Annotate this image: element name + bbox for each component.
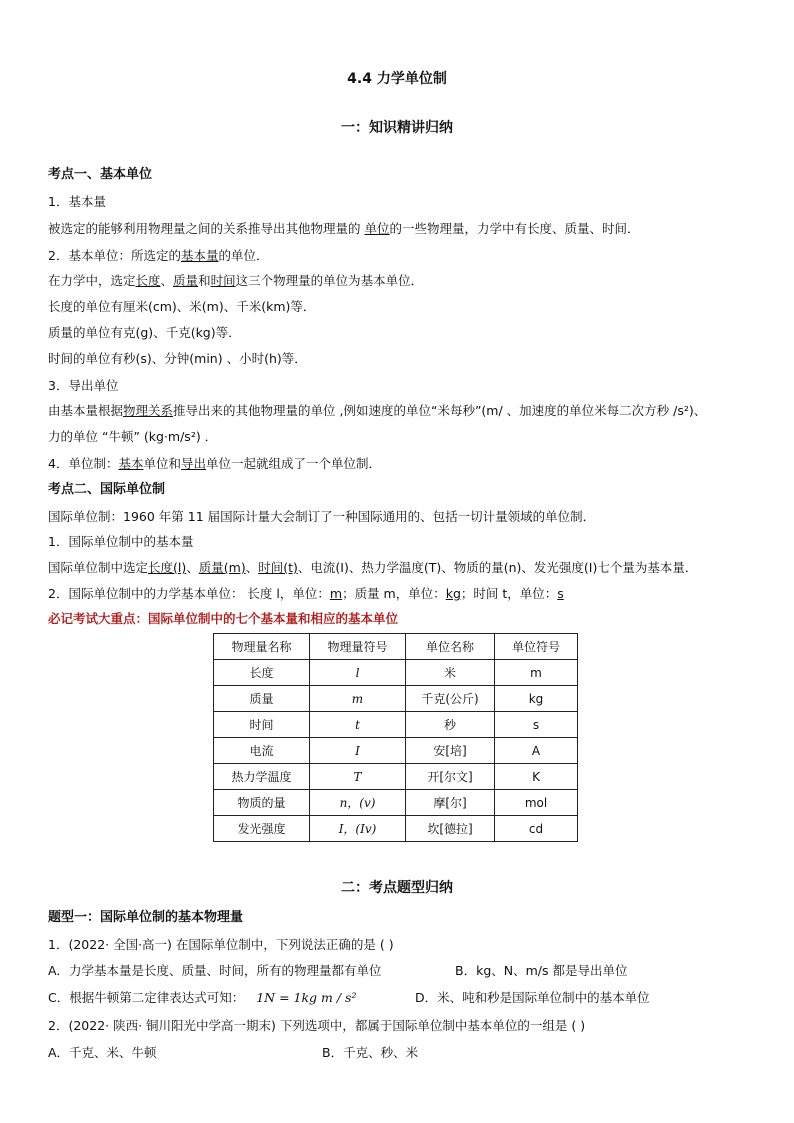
table-row: [214, 660, 578, 686]
text: 2．基本单位：所选定的: [48, 248, 181, 263]
underlined-term: 时间: [210, 273, 236, 288]
underlined-term: 长度(l): [148, 560, 187, 575]
kp1-item3-text: [48, 401, 706, 419]
underlined-term: 物理关系: [123, 403, 174, 418]
text: 这三个物理量的单位为基本单位．: [235, 273, 424, 288]
quantity-name: 热力学温度: [214, 764, 310, 790]
table-row: [214, 790, 578, 816]
unit-name: 秒: [406, 712, 495, 738]
text: 国际单位制中选定: [48, 560, 149, 575]
text: 在力学中，选定: [48, 273, 136, 288]
quantity-name: 发光强度: [214, 816, 310, 842]
quantity-name: 电流: [214, 738, 310, 764]
question-2-option-b: B．千克、秒、米: [322, 1045, 419, 1060]
underlined-term: 基本量: [180, 248, 219, 263]
underlined-term: m: [329, 586, 343, 601]
quantity-symbol: I: [310, 738, 406, 764]
table-row: [214, 738, 578, 764]
kp2-heading: 考点二、国际单位制: [48, 482, 166, 497]
section-heading-question-types: 二：考点题型归纳: [341, 880, 453, 896]
quantity-symbol: n，(v): [310, 790, 406, 816]
underlined-term: 时间(t): [258, 560, 298, 575]
table-header: 单位名称: [406, 634, 495, 660]
table-row: [214, 712, 578, 738]
unit-name: 开[尔文]: [406, 764, 495, 790]
kp2-item1-title: 1．国际单位制中的基本量: [48, 534, 194, 549]
kp1-item4: [48, 454, 381, 472]
text: 的一些物理量，力学中有长度、质量、时间．: [389, 221, 640, 236]
underlined-term: 导出: [180, 456, 206, 471]
kp1-line3: [48, 271, 423, 289]
unit-name: 坎[德拉]: [406, 816, 495, 842]
underlined-term: 单位: [364, 221, 390, 236]
text: 、: [160, 273, 174, 288]
question-1-option-b: B．kg、N、m/s 都是导出单位: [455, 963, 628, 978]
text: 单位和: [143, 456, 181, 471]
table-row: [214, 764, 578, 790]
unit-symbol: m: [495, 660, 578, 686]
question-type-heading: 题型一：国际单位制的基本物理量: [48, 910, 244, 925]
unit-name: 安[培]: [406, 738, 495, 764]
unit-symbol: s: [495, 712, 578, 738]
unit-symbol: K: [495, 764, 578, 790]
table-header: 物理量名称: [214, 634, 310, 660]
kp1-item1-text: [48, 219, 640, 237]
question-2-option-a: A．千克、米、牛顿: [48, 1045, 157, 1060]
kp2-intro: 国际单位制：1960 年第 11 届国际计量大会制订了一种国际通用的、包括一切计量领域的单位制．: [48, 509, 596, 524]
text: ；质量 m，单位：: [342, 586, 446, 601]
text: 2．国际单位制中的力学基本单位： 长度 l，单位：: [48, 586, 330, 601]
si-units-table: [213, 633, 578, 842]
quantity-name: 物质的量: [214, 790, 310, 816]
section-heading-knowledge: 一：知识精讲归纳: [341, 120, 453, 136]
kp1-heading: 考点一、基本单位: [48, 167, 153, 182]
question-1-option-c: [48, 988, 356, 1006]
kp1-item2: [48, 246, 269, 264]
quantity-name: 时间: [214, 712, 310, 738]
kp1-line5: 质量的单位有克(g)、千克(kg)等．: [48, 325, 241, 340]
unit-name: 千克(公斤): [406, 686, 495, 712]
question-2-stem: 2．(2022· 陕西· 铜川阳光中学高一期末) 下列选项中，都属于国际单位制中基本单位的一组是 ( ): [48, 1018, 586, 1033]
quantity-symbol: t: [310, 712, 406, 738]
quantity-symbol: m: [310, 686, 406, 712]
text: 的单位．: [218, 248, 269, 263]
quantity-name: 质量: [214, 686, 310, 712]
underlined-term: s: [557, 586, 564, 601]
text: 被选定的能够利用物理量之间的关系推导出其他物理量的: [48, 221, 361, 236]
text: 、电流(I)、热力学温度(T)、物质的量(n)、发光强度(I)七个量为基本量．: [297, 560, 698, 575]
unit-name: 米: [406, 660, 495, 686]
quantity-name: 长度: [214, 660, 310, 686]
emphasis-note: 必记考试大重点：国际单位制中的七个基本量和相应的基本单位: [48, 611, 399, 626]
table-row: [214, 816, 578, 842]
kp1-line6: 时间的单位有秒(s)、分钟(min) 、小时(h)等．: [48, 351, 307, 366]
kp1-item1-title: 1．基本量: [48, 194, 106, 209]
table-header: 物理量符号: [310, 634, 406, 660]
text: 单位一起就组成了一个单位制．: [206, 456, 382, 471]
unit-symbol: mol: [495, 790, 578, 816]
kp2-item1-text: 国际单位制中选定长度(l)、质量(m)、时间(t)、电流(I)、热力学温度(T)、物质的量(n)、发光强度(I)七个量为基本量．: [48, 560, 698, 575]
text: 和: [198, 273, 211, 288]
kp1-item3-title: 3．导出单位: [48, 378, 119, 393]
question-1-option-a: A．力学基本量是长度、质量、时间，所有的物理量都有单位: [48, 963, 382, 978]
underlined-term: 质量: [173, 273, 199, 288]
underlined-term: 长度: [135, 273, 161, 288]
text: C．根据牛顿第二定律表达式可知：: [48, 990, 245, 1005]
quantity-symbol: T: [310, 764, 406, 790]
quantity-symbol: l: [310, 660, 406, 686]
unit-name: 摩[尔]: [406, 790, 495, 816]
text: 推导出来的其他物理量的单位 ,例如速度的单位“米每秒”(m/ 、加速度的单位米每二次方秒 /s²)、: [173, 403, 707, 418]
unit-symbol: kg: [495, 686, 578, 712]
quantity-symbol: I，(Iv): [310, 816, 406, 842]
table-row: [214, 686, 578, 712]
unit-symbol: cd: [495, 816, 578, 842]
document-title: 4.4 力学单位制: [347, 71, 447, 87]
question-1-stem: 1．(2022· 全国·高一) 在国际单位制中，下列说法正确的是 ( ): [48, 937, 394, 952]
underlined-term: kg: [445, 586, 461, 601]
formula: 1N = 1kg m / s²: [256, 990, 357, 1005]
question-1-option-d: D．米、吨和秒是国际单位制中的基本单位: [415, 990, 650, 1005]
underlined-term: 基本: [118, 456, 144, 471]
table-header-row: [214, 634, 578, 660]
unit-symbol: A: [495, 738, 578, 764]
text: 由基本量根据: [48, 403, 124, 418]
text: ；时间 t，单位：: [460, 586, 558, 601]
underlined-term: 质量(m): [198, 560, 246, 575]
kp1-line4: 长度的单位有厘米(cm)、米(m)、千米(km)等．: [48, 299, 316, 314]
text: 4．单位制：: [48, 456, 119, 471]
table-header: 单位符号: [495, 634, 578, 660]
kp1-item3-text-cont: 力的单位 “牛顿” (kg·m/s²) ．: [48, 429, 218, 444]
kp2-item2: [48, 584, 564, 602]
